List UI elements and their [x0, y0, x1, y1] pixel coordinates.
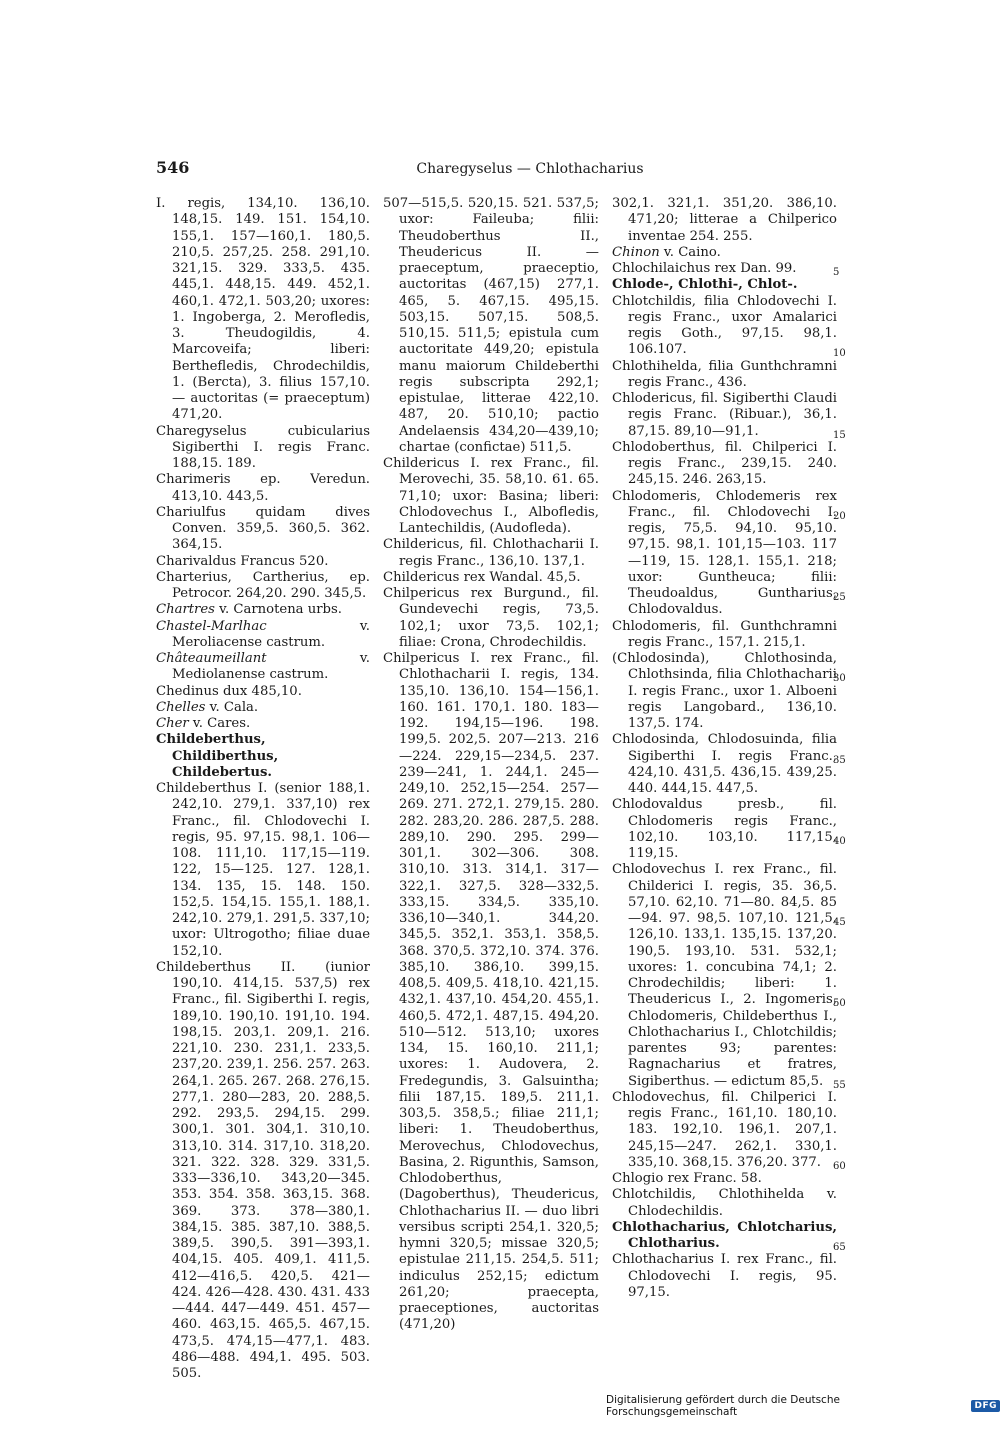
line-number: 25 — [833, 592, 846, 603]
index-entry: Chlochilaichus rex Dan. 99. — [612, 261, 797, 276]
index-entry: Childeberthus II. (iunior 190,10. 414,15. 537,5) rex Franc., fil. Sigiberthi I. regis, 189,10. 190,10. 191,10. 194. 198,15. 203,1. 209,1. 216. 221,10. 230. 231,1. 233,5. 237,20. 239,1. 256. 257. 263. 264,1. 265. 267. 268. 276,15. 277,1. 280—283, 20. 288,5. 292. 293,5. 294,15. 299. 300,1. 301. 304,1. 310,10. 313,10. 314. 317,10. 318,20. 321. 322. 328. 329. 331,5. 333—336,10. 343,20—345. 353. 354. 358. 363,15. 368. 369. 373. 378—380,1. 384,15. 385. 387,10. 388,5. 389,5. 390,5. 391—393,1. 404,15. 405. 409,1. 411,5. 412—416,5. 420,5. 421—424. 426—428. 430. 431. 433—444. 447—449. 451. 457—460. 463,15. 465,5. 467,15. 473,5. 474,15—477,1. 483. 486—488. 494,1. 495. 503. 505. — [156, 959, 370, 1381]
index-entry: Chlodovechus, fil. Chilperici I. regis Franc., 161,10. 180,10. 183. 192,10. 196,1. 207,1. 245,15—247. 262,1. 330,1. 335,10. 368,15. 376,20. 377. — [612, 1089, 837, 1170]
index-entry: Charivaldus Francus 520. — [156, 553, 329, 569]
index-entry: Chlothacharius, Chlotcharius, Chlotharius. — [612, 1219, 837, 1251]
index-entry: Chlogio rex Franc. 58. — [612, 1171, 762, 1186]
index-entry: Chlodovechus I. rex Franc., fil. Childerici I. regis, 35. 36,5. 57,10. 62,10. 71—80. 84,5. 85—94. 97. 98,5. 107,10. 121,5. 126,10. 133,1. 135,15. 137,20. 190,5. 193,10. 531. 532,1; uxores: 1. concubina 74,1; 2. Chrodechildis; liberi: 1. Theudericus I., 2. Ingomeris, Chlodomeris, Childeberthus I., Chlothacharius I., Chlotchildis; parentes 93; parentes: Ragnacharius et fratres, Sigiberthus. — edictum 85,5. — [612, 862, 837, 1089]
index-entry: Châteaumeillant v. Mediolanense castrum. — [156, 651, 370, 683]
index-entry: Chlodomeris, Chlodemeris rex Franc., fil. Chlodovechi I. regis, 75,5. 94,10. 95,10. 97,15. 98,1. 101,15—103. 117—119, 15. 128,1. 155,1. 218; uxor: Guntheuca; filii: Theudoaldus, Guntharius, Chlodovaldus. — [612, 488, 837, 618]
index-entry: Childeberthus, Childiberthus, Childebertus. — [156, 732, 279, 780]
index-entry: Chlodosinda, Chlodosuinda, filia Sigiberthi I. regis Franc., 424,10. 431,5. 436,15. 439,25. 440. 444,15. 447,5. — [612, 732, 837, 796]
index-entry: I. regis, 134,10. 136,10. 148,15. 149. 151. 154,10. 155,1. 157—160,1. 180,5. 210,5. 257,25. 258. 291,10. 321,15. 329. 333,5. 435. 445,1. 448,15. 449. 452,1. 460,1. 472,1. 503,20; uxores: 1. Ingoberga, 2. Merofledis, 3. Theudogildis, 4. Marcoveifa; liberi: Berthefledis, Chrodechildis, 1. (Bercta), 3. filius 157,10. — auctoritas (= praeceptum) 471,20. — [156, 196, 370, 423]
index-entry: 302,1. 321,1. 351,20. 386,10. 471,20; litterae a Chilperico inventae 254. 255. — [612, 196, 837, 244]
footer-text: Digitalisierung gefördert durch die Deutsche Forschungsgemeinschaft — [606, 1394, 840, 1418]
index-entry: Chelles v. Cala. — [156, 699, 259, 715]
index-entry: 507—515,5. 520,15. 521. 537,5; uxor: Faileuba; filii: Theudoberthus II., Theudericus II. — praeceptum, praeceptio, auctoritas (467,15) 277,1. 465, 5. 467,15. 495,15. 503,15. 507,15. 508,5. 510,15. 511,5; epistula cum auctoritate 449,20; epistula manu maiorum Childeberthi regis subscripta 292,1; epistulae, litterae 422,10. 487, 20. 510,10; pactio Andelaensis 434,20—439,10; chartae (confictae) 511,5. — [383, 196, 599, 455]
index-entry: Chinon v. Caino. — [612, 244, 721, 260]
index-entry: Chariulfus quidam dives Conven. 359,5. 360,5. 362. 364,15. — [156, 504, 370, 553]
index-entry: Chilpericus I. rex Franc., fil. Chlothacharii I. regis, 134. 135,10. 136,10. 154—156,1. 160. 161. 170,1. 180. 183—192. 194,15—196. 198. 199,5. 202,5. 207—213. 216—224. 229,15—234,5. 237. 239—241, 1. 244,1. 245—249,10. 252,15—254. 257—269. 271. 272,1. 279,15. 280. 282. 283,20. 286. 287,5. 288. 289,10. 290. 295. 299—301,1. 302—306. 308. 310,10. 313. 314,1. 317—322,1. 327,5. 328—332,5. 333,15. 334,5. 335,10. 336,10—340,1. 344,20. 345,5. 352,1. 353,1. 358,5. 368. 370,5. 372,10. 374. 376. 385,10. 386,10. 399,15. 408,5. 409,5. 418,10. 421,15. 432,1. 437,10. 454,20. 455,1. 460,5. 472,1. 487,15. 494,20. 510—512. 513,10; uxores 134, 15. 160,10. 211,1; uxores: 1. Audovera, 2. Fredegundis, 3. Galsuintha; filii 187,15. 189,5. 211,1. 303,5. 358,5.; filiae 211,1; liberi: 1. Theudoberthus, Merovechus, Chlodovechus, Basina, 2. Rigunthis, Samson, Chlodoberthus, (Dagoberthus), Theudericus, Chlothacharius II. — duo libri versibus scripti 254,1. 320,5; hymni 320,5; missae 320,5; epistulae 211,15. 254,5. 511; indiculus 252,15; edictum 261,20; praecepta, praeceptiones, auctoritas (471,20) — [383, 651, 599, 1333]
index-entry: (Chlodosinda), Chlothosinda, Chlothsinda, filia Chlothacharii I. regis Franc., uxor 1. Alboeni regis Langobard., 136,10. 137,5. 174. — [612, 651, 837, 731]
page-number: 546 — [156, 158, 190, 177]
index-entry: Chlodericus, fil. Sigiberthi Claudi regis Franc. (Ribuar.), 36,1. 87,15. 89,10—91,1. — [612, 391, 837, 439]
index-entry: Cher v. Cares. — [156, 716, 251, 731]
index-entry: Chlotchildis, filia Chlodovechi I. regis Franc., uxor Amalarici regis Goth., 97,15. 98,1. 106.107. — [612, 293, 837, 358]
index-entry: Chlodoberthus, fil. Chilperici I. regis Franc., 239,15. 240. 245,15. 246. 263,15. — [612, 439, 837, 488]
line-number: 5 — [833, 267, 840, 278]
index-entry: Charimeris ep. Veredun. 413,10. 443,5. — [156, 472, 370, 504]
index-entry: Charterius, Cartherius, ep. Petrocor. 264,20. 290. 345,5. — [156, 569, 370, 601]
footer — [606, 1394, 1000, 1418]
index-entry: Chlothihelda, filia Gunthchramni regis Franc., 436. — [612, 358, 837, 390]
line-number: 10 — [833, 348, 846, 360]
line-number: 20 — [833, 510, 846, 522]
line-number: 50 — [833, 998, 846, 1010]
line-number: 65 — [833, 1242, 846, 1253]
index-entry: Childeberthus I. (senior 188,1. 242,10. 279,1. 337,10) rex Franc., fil. Chlodovechi I. regis, 95. 97,15. 98,1. 106—108. 111,10. 117,15—119. 122, 15—125. 127. 128,1. 134. 135, 15. 148. 150. 152,5. 154,15. 155,1. 188,1. 242,10. 279,1. 291,5. 337,10; uxor: Ultrogotho; filiae duae 152,10. — [156, 781, 370, 959]
line-number: 40 — [833, 835, 846, 847]
line-number: 30 — [833, 673, 846, 685]
index-column-1 — [156, 196, 370, 1382]
index-entry: Charegyselus cubicularius Sigiberthi I. regis Franc. 188,15. 189. — [156, 423, 370, 471]
index-entry: Childericus, fil. Chlothacharii I. regis Franc., 136,10. 137,1. — [383, 537, 599, 569]
index-entry: Chlodovaldus presb., fil. Chlodomeris regis Franc., 102,10. 103,10. 117,15. 119,15. — [612, 797, 837, 861]
index-entry: Chastel-Marlhac v. Meroliacense castrum. — [156, 618, 370, 650]
index-entry: Chlotchildis, Chlothihelda v. Chlodechildis. — [612, 1187, 837, 1219]
running-title: Charegyselus — Chlothacharius — [416, 161, 644, 177]
index-entry: Chlodomeris, fil. Gunthchramni regis Franc., 157,1. 215,1. — [612, 618, 837, 650]
dfg-logo: DFG — [971, 1400, 1000, 1412]
index-entry: Chilpericus rex Burgund., fil. Gundevechi regis, 73,5. 102,1; uxor 73,5. 102,1; filiae: Crona, Chrodechildis. — [383, 586, 599, 650]
line-number: 60 — [833, 1160, 846, 1172]
index-entry: Childericus rex Wandal. 45,5. — [383, 569, 581, 585]
line-number: 35 — [833, 754, 846, 766]
index-column-2 — [383, 196, 599, 1334]
index-entry: Chedinus dux 485,10. — [156, 683, 302, 699]
line-number: 45 — [833, 917, 846, 928]
index-entry: Chlode-, Chlothi-, Chlot-. — [612, 277, 798, 293]
line-number: 15 — [833, 429, 846, 441]
index-entry: Chlothacharius I. rex Franc., fil. Chlodovechi I. regis, 95. 97,15. — [612, 1252, 837, 1300]
index-entry: Childericus I. rex Franc., fil. Merovechi, 35. 58,10. 61. 65. 71,10; uxor: Basina; liberi: Chlodovechus I., Albofledis, Lantechildis, (Audofleda). — [383, 456, 599, 536]
line-number: 55 — [833, 1079, 846, 1091]
index-entry: Chartres v. Carnotena urbs. — [156, 602, 342, 618]
